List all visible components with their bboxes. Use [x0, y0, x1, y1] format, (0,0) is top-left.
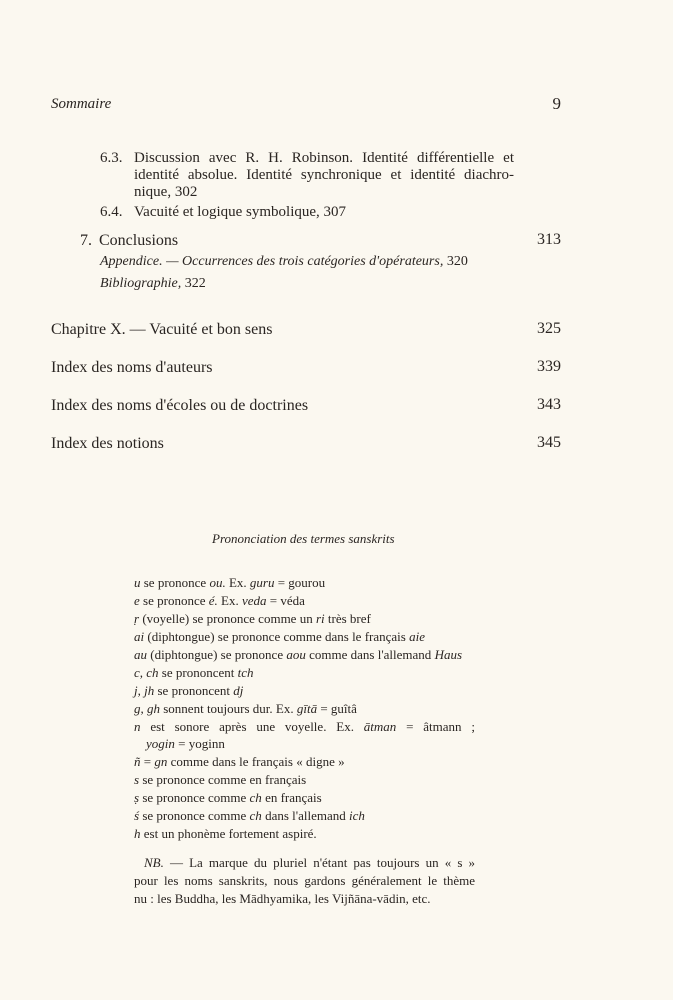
toc-index-notions-page: 345 — [537, 434, 561, 451]
toc-index-authors-title: Index des noms d'auteurs — [51, 359, 213, 376]
toc-entry-6-3-line2: identité absolue. Identité synchronique et identité diachro- — [134, 167, 514, 183]
toc-entry-7-number: 7. — [80, 232, 92, 249]
nb-line3: nu : les Buddha, les Mādhyamika, les Vijñāna-vādin, etc. — [134, 891, 431, 906]
pron-line-c: c, ch se prononcent tch — [134, 665, 254, 680]
toc-entry-6-3-number: 6.3. — [100, 150, 123, 166]
toc-bibliography — [100, 276, 206, 292]
pron-line-n-cont: yogin = yoginn — [146, 736, 225, 751]
pron-line-u: u se prononce ou. Ex. guru = gourou — [134, 575, 326, 590]
toc-chapter-x-title: Chapitre X. — Vacuité et bon sens — [51, 321, 273, 338]
pron-line-g: g, gh sonnent toujours dur. Ex. gītā = guîtâ — [134, 701, 357, 716]
toc-index-schools-page: 343 — [537, 396, 561, 413]
toc-bibliography-label: Bibliographie, — [100, 276, 182, 291]
toc-entry-6-4-number: 6.4. — [100, 204, 123, 220]
toc-index-schools-title: Index des noms d'écoles ou de doctrines — [51, 397, 309, 414]
nb-label: NB. — [144, 855, 164, 870]
nb-line1: NB. — La marque du pluriel n'étant pas toujours un « s » — [134, 854, 475, 872]
pron-line-j: j, jh se prononcent dj — [134, 683, 244, 698]
pron-line-ai: ai (diphtongue) se prononce comme dans le français aie — [134, 629, 425, 644]
pron-line-r: ṛ (voyelle) se prononce comme un ri très bref — [134, 611, 371, 626]
pron-line-h: h est un phonème fortement aspiré. — [134, 826, 317, 841]
toc-entry-7-title: Conclusions — [99, 232, 179, 249]
toc-entry-6-4-title: Vacuité et logique symbolique, 307 — [134, 204, 347, 220]
pron-line-s-dot: ṣ se prononce comme ch en français — [134, 790, 322, 805]
pron-line-s: s se prononce comme en français — [134, 772, 307, 787]
pronunciation-title: Prononciation des termes sanskrits — [212, 531, 395, 546]
toc-entry-6-3-line3: nique, 302 — [134, 184, 198, 200]
toc-chapter-x-page: 325 — [537, 320, 561, 337]
toc-index-notions-title: Index des notions — [51, 435, 164, 452]
pron-line-s-acute: ś se prononce comme ch dans l'allemand ich — [134, 808, 365, 823]
pron-line-e: e se prononce é. Ex. veda = véda — [134, 593, 305, 608]
pron-line-au: au (diphtongue) se prononce aou comme dans l'allemand Haus — [134, 647, 463, 662]
toc-bibliography-page: 322 — [184, 276, 206, 291]
toc-index-authors-page: 339 — [537, 358, 561, 375]
toc-appendix — [100, 254, 468, 270]
pron-line-nn: ñ = gn comme dans le français « digne » — [134, 754, 345, 769]
page-number: 9 — [552, 94, 561, 113]
toc-entry-6-3-line1: Discussion avec R. H. Robinson. Identité différentielle et — [134, 150, 514, 166]
nb-line2: pour les noms sanskrits, nous gardons généralement le thème — [134, 873, 475, 888]
toc-appendix-page: 320 — [446, 254, 468, 269]
toc-appendix-label: Appendice. — Occurrences des trois catégories d'opérateurs, — [100, 254, 444, 269]
pron-line-n: n est sonore après une voyelle. Ex. ātman = âtmann ; — [134, 719, 475, 734]
toc-entry-7-page: 313 — [537, 231, 561, 248]
running-header-title: Sommaire — [51, 96, 112, 112]
